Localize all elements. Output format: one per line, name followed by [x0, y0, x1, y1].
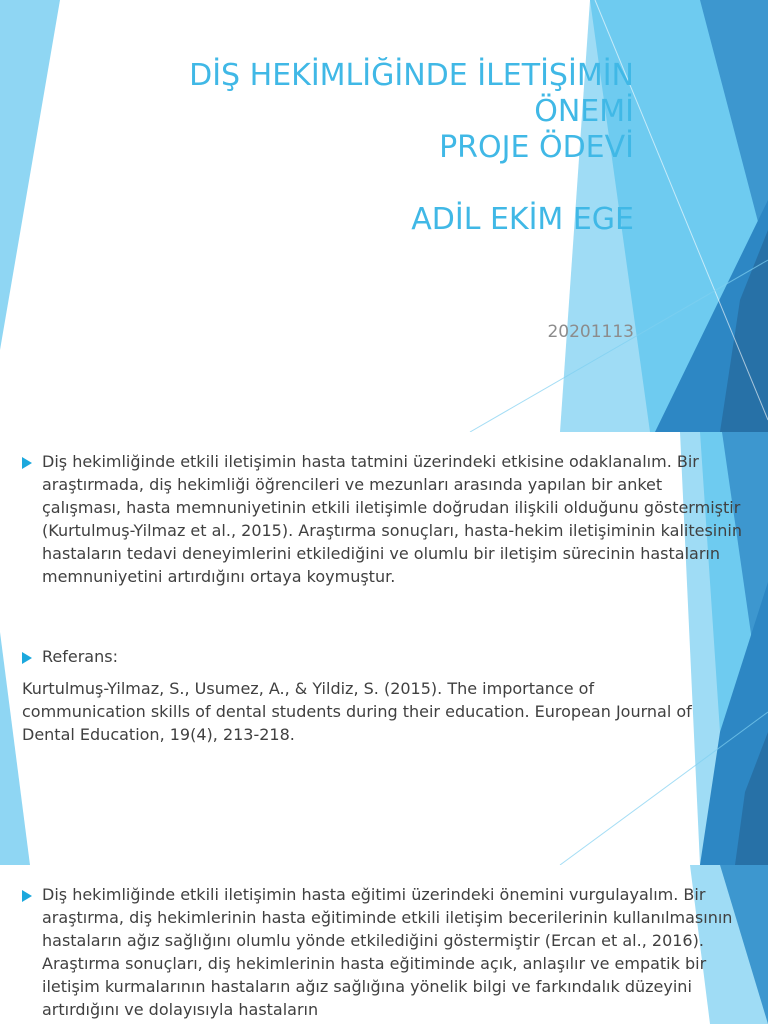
left-triangle [0, 632, 30, 865]
left-triangle [0, 0, 60, 350]
bullet-paragraph [42, 450, 742, 588]
content-slide-2 [0, 865, 768, 1024]
reference-citation: Kurtulmuş-Yilmaz, S., Usumez, A., & Yildiz, S. (2015). The importance of communication skills of dental students during their education. European Journal of Dental Education, 19(4), 213-218. [22, 679, 692, 744]
bullet-arrow-icon [22, 890, 32, 902]
author-name: ADİL EKİM EGE [411, 202, 634, 237]
slide-title [100, 58, 634, 238]
bullet-paragraph [42, 883, 742, 1021]
content-slide-1 [0, 432, 768, 865]
title-slide [0, 0, 768, 432]
paragraph-text: Diş hekimliğinde etkili iletişimin hasta eğitimi üzerindeki önemini vurgulayalım. Bir araştırma, diş hekimlerinin hasta eğitiminde etkili iletişim becerilerinin kullanılmasının hastaların ağız sağlığını olumlu yönde etkilediğini göstermiştir (Ercan et al., 2016). Araştırma sonuçları, diş hekimlerinin hasta eğitiminde açık, anlaşılır ve empatik bir iletişim kurmalarının hastaların ağız sağlığına yönelik bilgi ve farkındalık düzeyini artırdığını ve dolayısıyla hastaların [42, 885, 733, 1019]
title-line-3: PROJE ÖDEVİ [439, 130, 634, 165]
bullet-arrow-icon [22, 652, 32, 664]
paragraph-text: Diş hekimliğinde etkili iletişimin hasta tatmini üzerindeki etkisine odaklanalım. Bir araştırmada, diş hekimliği öğrencileri ve mezunları arasında yapılan bir anket çalışması, hasta memnuniyetinin etkili iletişimle doğrudan ilişkili olduğunu göstermiştir (Kurtulmuş-Yilmaz et al., 2015). Araştırma sonuçları, hasta-hekim iletişiminin kalitesinin hastaların tedavi deneyimlerini etkilediğini ve olumlu bir iletişim sürecinin hastaların memnuniyetini artırdığını ortaya koymuştur. [42, 452, 742, 586]
student-number: 20201113 [547, 322, 634, 342]
title-line-2: ÖNEMİ [534, 94, 634, 129]
bullet-arrow-icon [22, 457, 32, 469]
bullet-reference-label [42, 645, 342, 668]
title-line-1: DİŞ HEKİMLİĞİNDE İLETİŞİMİN [189, 58, 634, 93]
reference-label: Referans: [42, 647, 118, 666]
